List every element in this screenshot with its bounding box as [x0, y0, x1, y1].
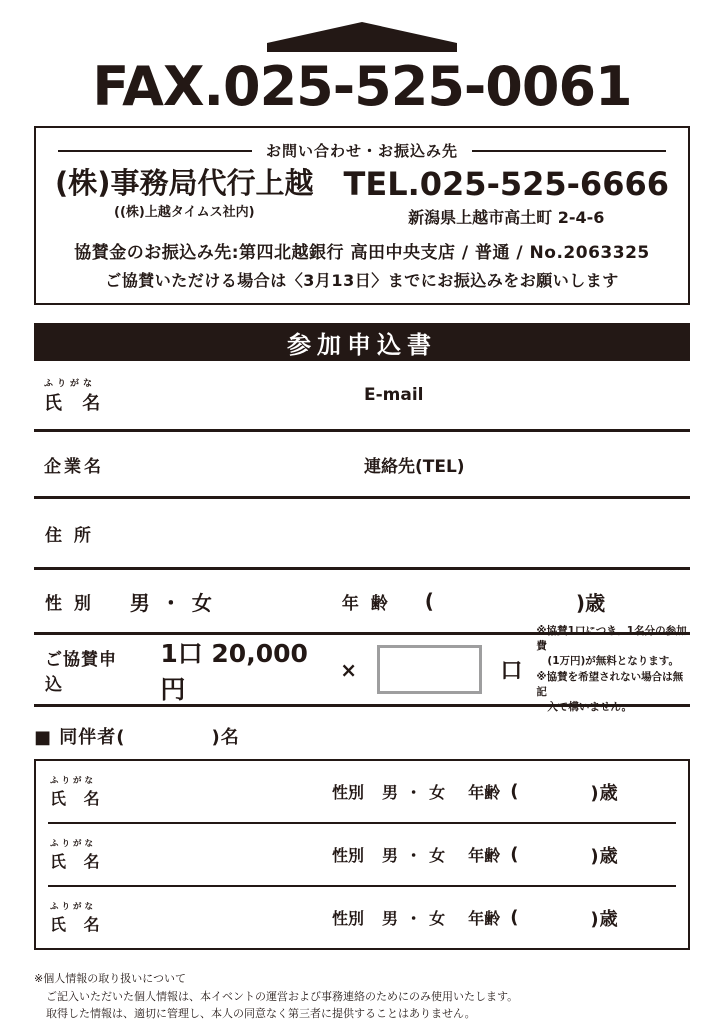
sponsor-note-line: ※協賛を希望されない場合は無記: [536, 670, 684, 698]
contact-box: [34, 126, 690, 305]
contact-tel-label: 連絡先(TEL): [364, 456, 465, 477]
divider: [472, 150, 666, 152]
sponsor-unit-suffix: 口: [500, 659, 523, 685]
age-paren-close: )歳: [590, 782, 619, 804]
company-sub-name: ((株)上越タイムス社内): [114, 205, 255, 221]
application-form-rows: [34, 361, 690, 714]
company-field-label: 企業名: [44, 456, 104, 477]
sponsor-note-line: 入で構いません。: [547, 701, 633, 714]
name-label: 氏 名: [50, 789, 106, 809]
email-label: E-mail: [364, 385, 424, 406]
contact-company-block: [55, 167, 314, 220]
privacy-notice: [34, 970, 690, 1023]
bank-transfer-line: 協賛金のお振込み先:第四北越銀行 高田中央支店 / 普通 / No.2063325: [74, 243, 650, 264]
sponsor-unit-price: 1口 20,000円: [160, 638, 308, 704]
name-label: 氏 名: [44, 392, 108, 414]
furigana-label: ふりがな: [50, 839, 97, 850]
gender-options: 男 ・ 女: [129, 590, 214, 615]
company-name: (株)事務局代行上越: [55, 166, 314, 200]
privacy-title: ※個人情報の取り扱いについて: [34, 972, 186, 986]
gender-options: 男 ・ 女: [382, 909, 447, 929]
age-paren-close: )歳: [575, 590, 606, 615]
companion-gender-age: [332, 779, 619, 805]
companion-gender-age: [332, 842, 619, 868]
deadline-line: ご協賛いただける場合は〈3月13日〉までにお振込みをお願いします: [105, 271, 619, 291]
companions-heading-prefix: ■ 同伴者(: [34, 727, 126, 749]
name-field: [34, 376, 364, 415]
address-label: 住 所: [45, 525, 94, 546]
contact-main: [36, 167, 688, 228]
age-paren-open: (: [510, 907, 519, 929]
sponsor-note: [536, 624, 690, 715]
companion-row: [36, 824, 688, 885]
furigana-label: ふりがな: [44, 378, 97, 389]
gender-label: 性別: [332, 783, 365, 803]
fax-number: FAX.025-525-0061: [92, 55, 632, 118]
gender-options: 男 ・ 女: [382, 783, 447, 803]
companions-table: [34, 759, 690, 950]
companions-heading-suffix: )名: [211, 727, 240, 749]
form-title-bar: 参加申込書: [34, 323, 690, 361]
gender-label: 性別: [332, 909, 365, 929]
sponsor-note-line: ※協賛1口につき、1名分の参加費: [536, 625, 687, 653]
age-paren-close: )歳: [590, 845, 619, 867]
age-label: 年齢: [468, 783, 501, 803]
name-label: 氏 名: [50, 852, 106, 872]
companion-name-field: [36, 774, 332, 809]
age-paren-open: (: [510, 844, 519, 866]
gender-options: 男 ・ 女: [382, 846, 447, 866]
age-paren-open: (: [510, 781, 519, 803]
company-contact-row: [34, 432, 690, 499]
companions-heading: [34, 723, 690, 749]
contact-heading-label: お問い合わせ・お振込み先: [266, 142, 459, 160]
age-label: 年 齢: [341, 593, 391, 614]
furigana-label: ふりがな: [50, 902, 97, 913]
privacy-line: ご記入いただいた個人情報は、本イベントの運営および事務連絡のためにのみ使用いたします。: [46, 989, 519, 1003]
age-paren-open: (: [424, 589, 434, 614]
contact-box-heading: [58, 140, 666, 161]
sponsor-label: ご協賛申込: [45, 649, 117, 695]
name-email-row: [34, 361, 690, 432]
age-label: 年齢: [468, 909, 501, 929]
tel-number: TEL.025-525-6666: [343, 165, 669, 203]
companion-name-field: [36, 900, 332, 935]
address-row: [34, 499, 690, 570]
sponsor-note-line: (1万円)が無料となります。: [547, 655, 679, 668]
sponsor-count-box: [377, 645, 482, 694]
furigana-label: ふりがな: [50, 776, 97, 787]
name-label: 氏 名: [50, 915, 106, 935]
companion-name-field: [36, 837, 332, 872]
age-paren-close: )歳: [590, 908, 619, 930]
gender-label: 性 別: [45, 593, 94, 614]
age-label: 年齢: [468, 846, 501, 866]
gender-label: 性別: [332, 846, 365, 866]
fax-arrow-icon: [267, 22, 457, 52]
companion-row: [36, 761, 688, 822]
multiply-sign: ×: [340, 657, 357, 682]
companion-gender-age: [332, 905, 619, 931]
contact-tel-block: [344, 167, 669, 228]
companion-row: [36, 887, 688, 948]
privacy-line: 取得した情報は、適切に管理し、本人の同意なく第三者に提供することはありません。: [46, 1007, 476, 1021]
sponsorship-row: [34, 625, 690, 714]
postal-address: 新潟県上越市高土町 2-4-6: [408, 208, 605, 228]
divider: [58, 150, 252, 152]
